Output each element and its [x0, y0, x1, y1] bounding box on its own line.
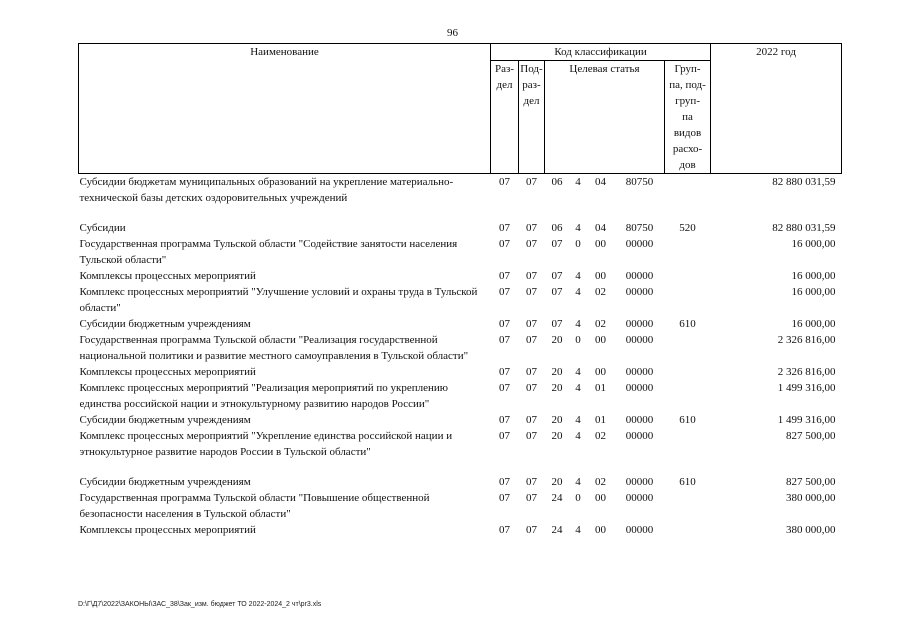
row-code-rz: 07 [499, 270, 510, 282]
row-code-t4: 00000 [625, 318, 654, 330]
row-name: Субсидии бюджетным учреждениям [79, 318, 251, 330]
table-row [79, 284, 842, 316]
row-amount: 16 000,00 [791, 286, 836, 298]
table-row [79, 332, 842, 364]
row-code-t1: 20 [551, 476, 563, 488]
table-header [79, 44, 842, 174]
row-code-t3: 00 [595, 238, 606, 250]
row-code-rz: 07 [499, 414, 510, 426]
row-code-rz: 07 [499, 318, 510, 330]
row-code-t1: 20 [551, 414, 563, 426]
row-code-vr: 610 [679, 476, 696, 488]
header-target: Целевая статья [545, 61, 665, 174]
row-code-t3: 00 [595, 524, 606, 536]
row-code-t4: 00000 [625, 286, 654, 298]
row-code-vr [665, 268, 711, 284]
page-number: 96 [447, 27, 458, 39]
row-code-pr: 07 [526, 334, 537, 346]
row-code-t1: 07 [551, 270, 563, 282]
row-code-vr: 520 [679, 222, 696, 234]
row-code-vr [665, 332, 711, 364]
row-code-vr [665, 364, 711, 380]
row-code-t1: 20 [551, 430, 563, 442]
row-code-t2: 4 [575, 524, 581, 536]
table-row [79, 522, 842, 538]
row-amount: 827 500,00 [786, 430, 836, 442]
file-path-footer: D:\Г\Д7\2022\ЗАКОНЫ\ЗАС_38\Зак_изм. бюджет ТО 2022-2024_2 чт\pr3.xls [78, 601, 322, 608]
row-code-t4: 80750 [625, 222, 654, 234]
row-code-t3: 02 [595, 430, 606, 442]
row-code-rz: 07 [499, 238, 510, 250]
row-name: Комплексы процессных мероприятий [79, 524, 256, 536]
row-code-t1: 20 [551, 366, 563, 378]
row-code-t4: 00000 [625, 238, 654, 250]
row-code-vr [665, 380, 711, 412]
row-code-t2: 4 [575, 270, 581, 282]
row-code-t2: 4 [575, 414, 581, 426]
row-code-t2: 4 [575, 430, 581, 442]
row-code-t2: 4 [575, 286, 581, 298]
row-code-rz: 07 [499, 382, 510, 394]
spacer-row [79, 460, 842, 474]
row-name: Субсидии бюджетным учреждениям [79, 476, 251, 488]
row-code-t3: 02 [595, 286, 606, 298]
row-code-pr: 07 [526, 414, 537, 426]
row-code-t3: 02 [595, 318, 606, 330]
row-code-rz: 07 [499, 366, 510, 378]
header-podrazdel: Под- раз- дел [519, 61, 545, 174]
row-code-rz: 07 [499, 334, 510, 346]
row-code-t2: 4 [575, 366, 581, 378]
row-name: Комплекс процессных мероприятий "Реализация мероприятий по укреплению единства российской нации и этнокультурному развитию народов России" [79, 382, 448, 410]
row-code-t2: 4 [575, 382, 581, 394]
row-amount: 2 326 816,00 [777, 366, 836, 378]
row-code-rz: 07 [499, 176, 510, 188]
row-code-t4: 00000 [625, 492, 654, 504]
row-amount: 1 499 316,00 [777, 414, 836, 426]
table-row [79, 474, 842, 490]
row-code-t1: 06 [551, 222, 563, 234]
table-body [79, 174, 842, 539]
row-code-t1: 20 [551, 334, 563, 346]
row-code-t1: 07 [551, 286, 563, 298]
row-code-t4: 80750 [625, 176, 654, 188]
row-code-pr: 07 [526, 222, 537, 234]
row-code-t3: 00 [595, 492, 606, 504]
row-code-pr: 07 [526, 318, 537, 330]
row-code-t3: 00 [595, 270, 606, 282]
table-row [79, 236, 842, 268]
row-code-t2: 4 [575, 318, 581, 330]
table-row [79, 316, 842, 332]
row-amount: 380 000,00 [786, 492, 836, 504]
row-code-pr: 07 [526, 382, 537, 394]
row-code-t3: 01 [595, 414, 606, 426]
row-code-t2: 4 [575, 476, 581, 488]
row-name: Комплекс процессных мероприятий "Улучшение условий и охраны труда в Тульской области" [79, 286, 478, 314]
row-code-t3: 00 [595, 366, 606, 378]
row-code-pr: 07 [526, 366, 537, 378]
row-code-vr [665, 236, 711, 268]
table-row [79, 268, 842, 284]
row-amount: 16 000,00 [791, 270, 836, 282]
row-amount: 82 880 031,59 [772, 222, 836, 234]
row-code-t1: 07 [551, 318, 563, 330]
row-code-vr [665, 490, 711, 522]
row-code-rz: 07 [499, 430, 510, 442]
header-classification: Код классификации [491, 44, 711, 61]
row-code-pr: 07 [526, 238, 537, 250]
table-row [79, 380, 842, 412]
row-code-rz: 07 [499, 286, 510, 298]
row-code-pr: 07 [526, 524, 537, 536]
row-code-rz: 07 [499, 492, 510, 504]
table-row [79, 364, 842, 380]
row-code-t4: 00000 [625, 414, 654, 426]
row-code-t4: 00000 [625, 382, 654, 394]
table-row [79, 174, 842, 207]
row-name: Государственная программа Тульской области "Реализация государственной национальной политики и развитие местного самоуправления в Тульской области" [79, 334, 469, 362]
row-code-t2: 0 [575, 238, 581, 250]
row-code-pr: 07 [526, 270, 537, 282]
row-code-rz: 07 [499, 222, 510, 234]
row-amount: 16 000,00 [791, 238, 836, 250]
budget-table [78, 43, 842, 538]
header-year: 2022 год [711, 44, 842, 174]
row-code-vr: 610 [679, 414, 696, 426]
row-name: Субсидии бюджетам муниципальных образований на укрепление материально-технической базы детских оздоровительных учреждений [79, 176, 454, 204]
table-row [79, 412, 842, 428]
row-code-vr [665, 284, 711, 316]
row-code-pr: 07 [526, 286, 537, 298]
row-code-vr: 610 [679, 318, 696, 330]
header-name: Наименование [79, 44, 491, 174]
row-code-pr: 07 [526, 492, 537, 504]
row-code-t3: 04 [595, 176, 606, 188]
row-code-t4: 00000 [625, 430, 654, 442]
row-code-vr [665, 428, 711, 460]
row-code-t3: 02 [595, 476, 606, 488]
header-vr: Груп- па, под- груп- па видов расхо- дов [665, 61, 711, 174]
row-name: Государственная программа Тульской области "Содействие занятости населения Тульской области" [79, 238, 458, 266]
row-name: Субсидии [79, 222, 126, 234]
row-code-t2: 4 [575, 222, 581, 234]
row-code-rz: 07 [499, 476, 510, 488]
row-code-t4: 00000 [625, 366, 654, 378]
row-name: Комплексы процессных мероприятий [79, 366, 256, 378]
row-amount: 82 880 031,59 [772, 176, 836, 188]
row-name: Комплексы процессных мероприятий [79, 270, 256, 282]
row-code-pr: 07 [526, 476, 537, 488]
row-code-t4: 00000 [625, 334, 654, 346]
row-name: Комплекс процессных мероприятий "Укрепление единства российской нации и этнокультурное развитие народов России в Тульской области" [79, 430, 453, 458]
row-name: Государственная программа Тульской области "Повышение общественной безопасности населения в Тульской области" [79, 492, 430, 520]
header-razdel: Раз- дел [491, 61, 519, 174]
row-code-t4: 00000 [625, 476, 654, 488]
row-amount: 2 326 816,00 [777, 334, 836, 346]
row-code-t2: 0 [575, 334, 581, 346]
row-amount: 827 500,00 [786, 476, 836, 488]
row-amount: 16 000,00 [791, 318, 836, 330]
row-amount: 1 499 316,00 [777, 382, 836, 394]
row-code-t3: 04 [595, 222, 606, 234]
row-code-t3: 01 [595, 382, 606, 394]
row-code-t4: 00000 [625, 524, 654, 536]
row-code-t1: 07 [551, 238, 563, 250]
row-code-vr [665, 522, 711, 538]
row-code-pr: 07 [526, 430, 537, 442]
spacer-row [79, 206, 842, 220]
row-code-t1: 20 [551, 382, 563, 394]
row-code-rz: 07 [499, 524, 510, 536]
row-code-t2: 0 [575, 492, 581, 504]
row-code-t1: 24 [551, 524, 563, 536]
table-row [79, 490, 842, 522]
row-code-t3: 00 [595, 334, 606, 346]
row-name: Субсидии бюджетным учреждениям [79, 414, 251, 426]
row-code-vr [665, 174, 711, 207]
row-amount: 380 000,00 [786, 524, 836, 536]
row-code-pr: 07 [526, 176, 537, 188]
row-code-t1: 06 [551, 176, 563, 188]
table-row [79, 428, 842, 460]
table-row [79, 220, 842, 236]
row-code-t2: 4 [575, 176, 581, 188]
row-code-t1: 24 [551, 492, 563, 504]
row-code-t4: 00000 [625, 270, 654, 282]
